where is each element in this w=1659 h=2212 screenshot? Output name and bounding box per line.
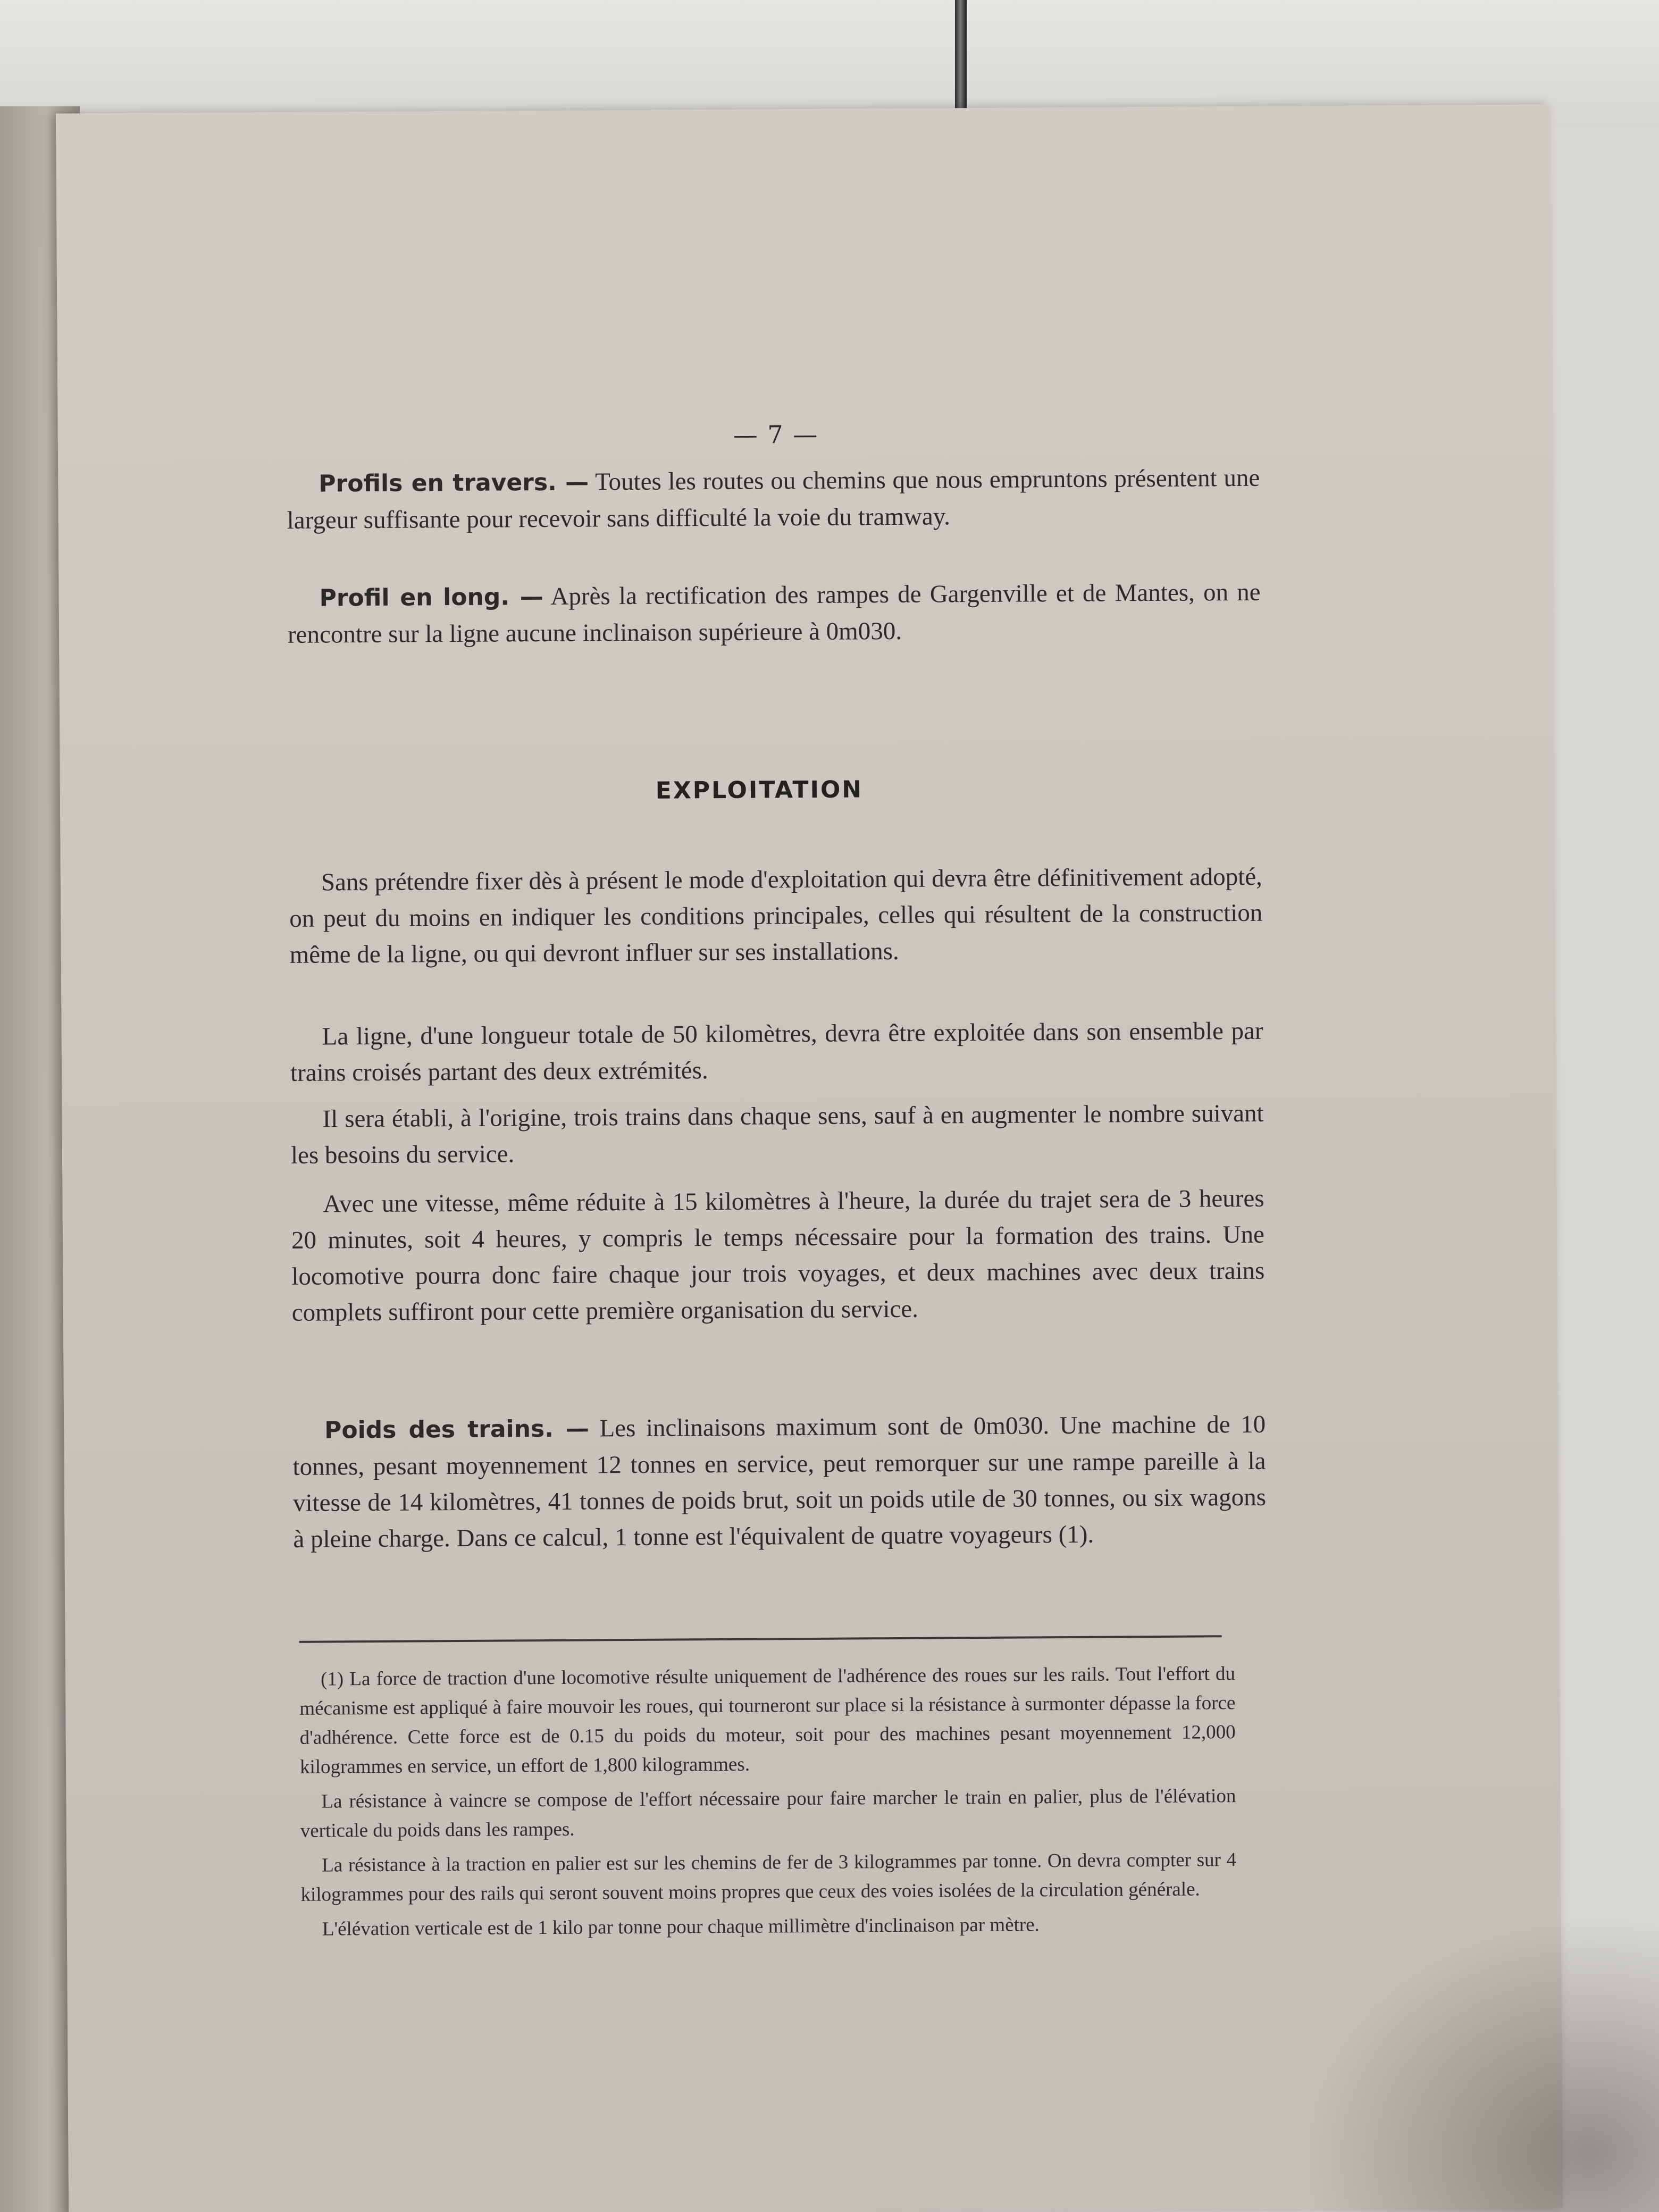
page-number: — 7 — [733, 420, 819, 449]
paragraph-profil-long [287, 574, 1261, 653]
footnote-4: L'élévation verticale est de 1 kilo par tonne pour chaque millimètre d'inclinaison par mètre. [322, 1914, 1040, 1940]
binder-clip [955, 0, 967, 112]
section-title-exploitation: EXPLOITATION [655, 776, 864, 805]
heading-poids-trains: Poids des trains. — [324, 1415, 590, 1444]
corner-shadow [1303, 1914, 1659, 2212]
footnotes [299, 1659, 1237, 1949]
footnote-3: La résistance à la traction en palier est sur les chemins de fer de 3 kilogrammes par tonne. On devra compter sur 4 kilogrammes pour des rails qui seront souvent moins propres que ceux des voies isolées de la circulation générale. [300, 1849, 1237, 1906]
text-profil-long: Après la rectification des rampes de Gargenville et de Mantes, on ne rencontre sur la ligne aucune inclinaison supérieure à 0m030. [287, 578, 1261, 649]
footnote-divider [299, 1635, 1222, 1643]
text-profils-travers: Toutes les routes ou chemins que nous empruntons présentent une largeur suffisante pour recevoir sans difficulté la voie du tramway. [287, 464, 1260, 534]
paragraph-exploitation-2: La ligne, d'une longueur totale de 50 kilomètres, devra être exploitée dans son ensemble par trains croisés partant des deux extrémités. [290, 1017, 1263, 1087]
paragraph-exploitation-4: Avec une vitesse, même réduite à 15 kilomètres à l'heure, la durée du trajet sera de 3 heures 20 minutes, soit 4 heures, y compris le temps nécessaire pour la formation des trains. Une locomotive pourra donc faire chaque jour trois voyages, et deux machines avec deux trains complets suffiront pour cette première organisation du service. [291, 1184, 1265, 1327]
document-page [56, 104, 1563, 2212]
footnote-1: (1) La force de traction d'une locomotive résulte uniquement de l'adhérence des roues sur les rails. Tout l'effort du mécanisme est appliqué à faire mouvoir les roues, qui tourneront sur place si la résistance à surmonter dépasse la force d'adhérence. Cette force est de 0.15 du poids du moteur, soit pour des machines pesant moyennement 12,000 kilogrammes en service, un effort de 1,800 kilogrammes. [299, 1663, 1236, 1778]
heading-profils-travers: Profils en travers. — [319, 468, 589, 498]
heading-profil-long: Profil en long. — [319, 583, 544, 612]
paragraph-poids-trains [292, 1406, 1267, 1557]
text-poids-trains: Les inclinaisons maximum sont de 0m030. Une machine de 10 tonnes, pesant moyennement 12 tonnes en service, peut remorquer sur une rampe pareille à la vitesse de 14 kilomètres, 41 tonnes de poids brut, soit un poids utile de 30 tonnes, ou six wagons à pleine charge. Dans ce calcul, 1 tonne est l'équivalent de quatre voyageurs (1). [292, 1410, 1267, 1553]
paragraph-exploitation-1: Sans prétendre fixer dès à présent le mode d'exploitation qui devra être définitivement adopté, on peut du moins en indiquer les conditions principales, celles qui résultent de la construction même de la ligne, ou qui devront influer sur ses installations. [289, 862, 1263, 969]
paragraph-exploitation-3: Il sera établi, à l'origine, trois trains dans chaque sens, sauf à en augmenter le nombre suivant les besoins du service. [290, 1099, 1264, 1169]
footnote-2: La résistance à vaincre se compose de l'effort nécessaire pour faire marcher le train en palier, plus de l'élévation verticale du poids dans les rampes. [300, 1785, 1236, 1842]
paragraph-profils-travers [287, 460, 1260, 539]
